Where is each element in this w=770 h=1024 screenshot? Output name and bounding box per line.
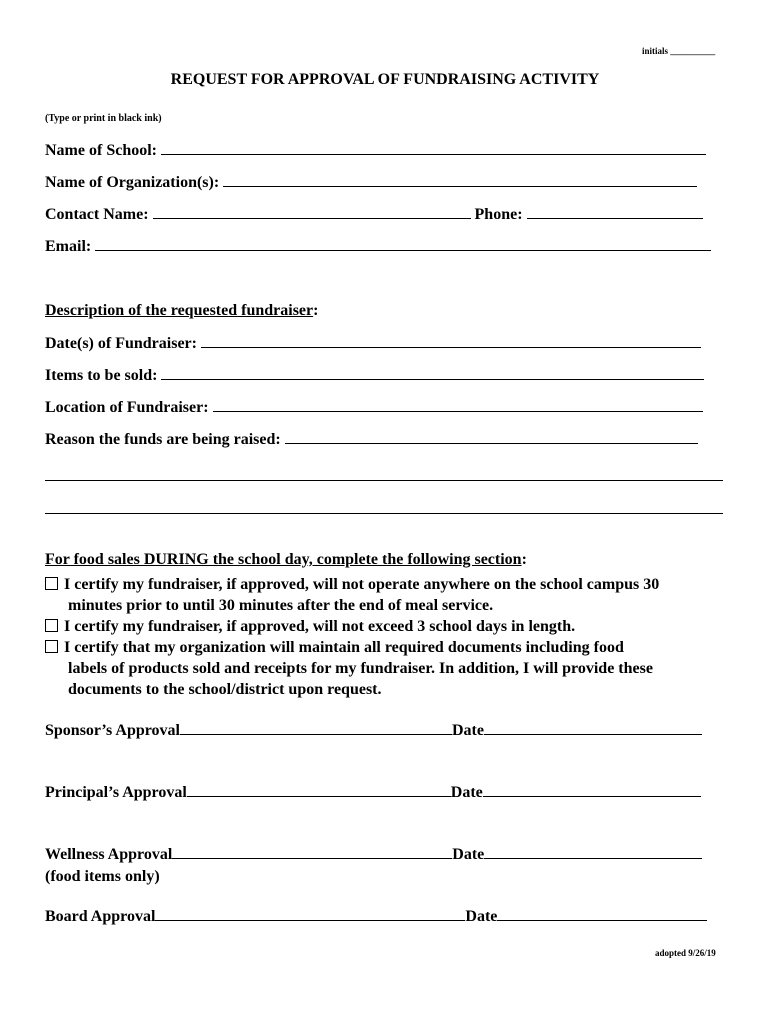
reason-extra-line-1[interactable]	[45, 480, 723, 481]
board-date-line[interactable]	[497, 920, 707, 921]
wellness-date-line[interactable]	[484, 858, 702, 859]
principal-label: Principal’s Approval	[45, 784, 187, 801]
cert-3-continued-1: labels of products sold and receipts for my fundraiser. In addition, I will provide these	[68, 660, 653, 677]
wellness-label: Wellness Approval	[45, 846, 173, 863]
cert-3-text: I certify that my organization will maintain all required documents including food	[64, 639, 624, 656]
email-line[interactable]	[95, 250, 711, 251]
cert-2[interactable]	[45, 618, 575, 636]
sponsor-approval[interactable]	[45, 722, 702, 740]
cert-3-checkbox[interactable]	[45, 640, 58, 653]
adopted-date: adopted 9/26/19	[655, 948, 716, 958]
location-field[interactable]	[45, 399, 703, 417]
reason-label: Reason the funds are being raised:	[45, 431, 281, 448]
form-title: REQUEST FOR APPROVAL OF FUNDRAISING ACTIVITY	[170, 71, 600, 88]
food-heading	[45, 551, 527, 569]
cert-2-text: I certify my fundraiser, if approved, will not exceed 3 school days in length.	[64, 618, 576, 635]
sponsor-label: Sponsor’s Approval	[45, 722, 180, 739]
food-heading-text: For food sales DURING the school day, complete the following section	[45, 551, 522, 568]
dates-field[interactable]	[45, 335, 701, 353]
principal-approval[interactable]	[45, 784, 701, 802]
location-line[interactable]	[213, 411, 703, 412]
description-heading-text: Description of the requested fundraiser	[45, 302, 314, 319]
food-heading-colon: :	[521, 551, 527, 568]
items-field[interactable]	[45, 367, 704, 385]
wellness-line[interactable]	[172, 858, 452, 859]
sponsor-date-line[interactable]	[484, 734, 702, 735]
items-label: Items to be sold:	[45, 367, 158, 384]
contact-name-line[interactable]	[153, 218, 471, 219]
phone-line[interactable]	[527, 218, 703, 219]
ink-instruction: (Type or print in black ink)	[45, 113, 162, 124]
school-line[interactable]	[161, 154, 706, 155]
board-line[interactable]	[155, 920, 465, 921]
organization-label: Name of Organization(s):	[45, 174, 220, 191]
email-field[interactable]	[45, 238, 711, 256]
dates-label: Date(s) of Fundraiser:	[45, 335, 197, 352]
reason-field[interactable]	[45, 431, 698, 449]
phone-label: Phone:	[474, 206, 523, 223]
cert-3[interactable]	[45, 639, 624, 657]
reason-extra-line-2[interactable]	[45, 513, 723, 514]
school-field[interactable]	[45, 142, 706, 160]
sponsor-date-label: Date	[452, 722, 484, 739]
sponsor-line[interactable]	[180, 734, 452, 735]
organization-field[interactable]	[45, 174, 697, 192]
wellness-note: (food items only)	[45, 868, 160, 885]
description-heading-colon: :	[313, 302, 319, 319]
email-label: Email:	[45, 238, 92, 255]
contact-name-label: Contact Name:	[45, 206, 149, 223]
description-heading	[45, 302, 318, 320]
organization-line[interactable]	[223, 186, 697, 187]
principal-line[interactable]	[187, 796, 451, 797]
board-date-label: Date	[465, 908, 498, 925]
board-label: Board Approval	[45, 908, 156, 925]
location-label: Location of Fundraiser:	[45, 399, 209, 416]
wellness-approval[interactable]	[45, 846, 702, 864]
board-approval[interactable]	[45, 908, 707, 926]
principal-date-line[interactable]	[483, 796, 701, 797]
principal-date-label: Date	[450, 784, 483, 801]
initials-field[interactable]: initials __________	[642, 46, 716, 56]
cert-3-continued-2: documents to the school/district upon request.	[68, 681, 382, 698]
wellness-date-label: Date	[452, 846, 485, 863]
items-line[interactable]	[161, 379, 704, 380]
cert-2-checkbox[interactable]	[45, 619, 58, 632]
contact-field[interactable]	[45, 206, 703, 224]
cert-1-continued: minutes prior to until 30 minutes after the end of meal service.	[68, 597, 494, 614]
school-label: Name of School:	[45, 142, 157, 159]
reason-line[interactable]	[285, 443, 698, 444]
cert-1-text: I certify my fundraiser, if approved, will not operate anywhere on the school campus 30	[64, 576, 660, 593]
cert-1[interactable]	[45, 576, 659, 594]
cert-1-checkbox[interactable]	[45, 577, 58, 590]
dates-line[interactable]	[201, 347, 701, 348]
